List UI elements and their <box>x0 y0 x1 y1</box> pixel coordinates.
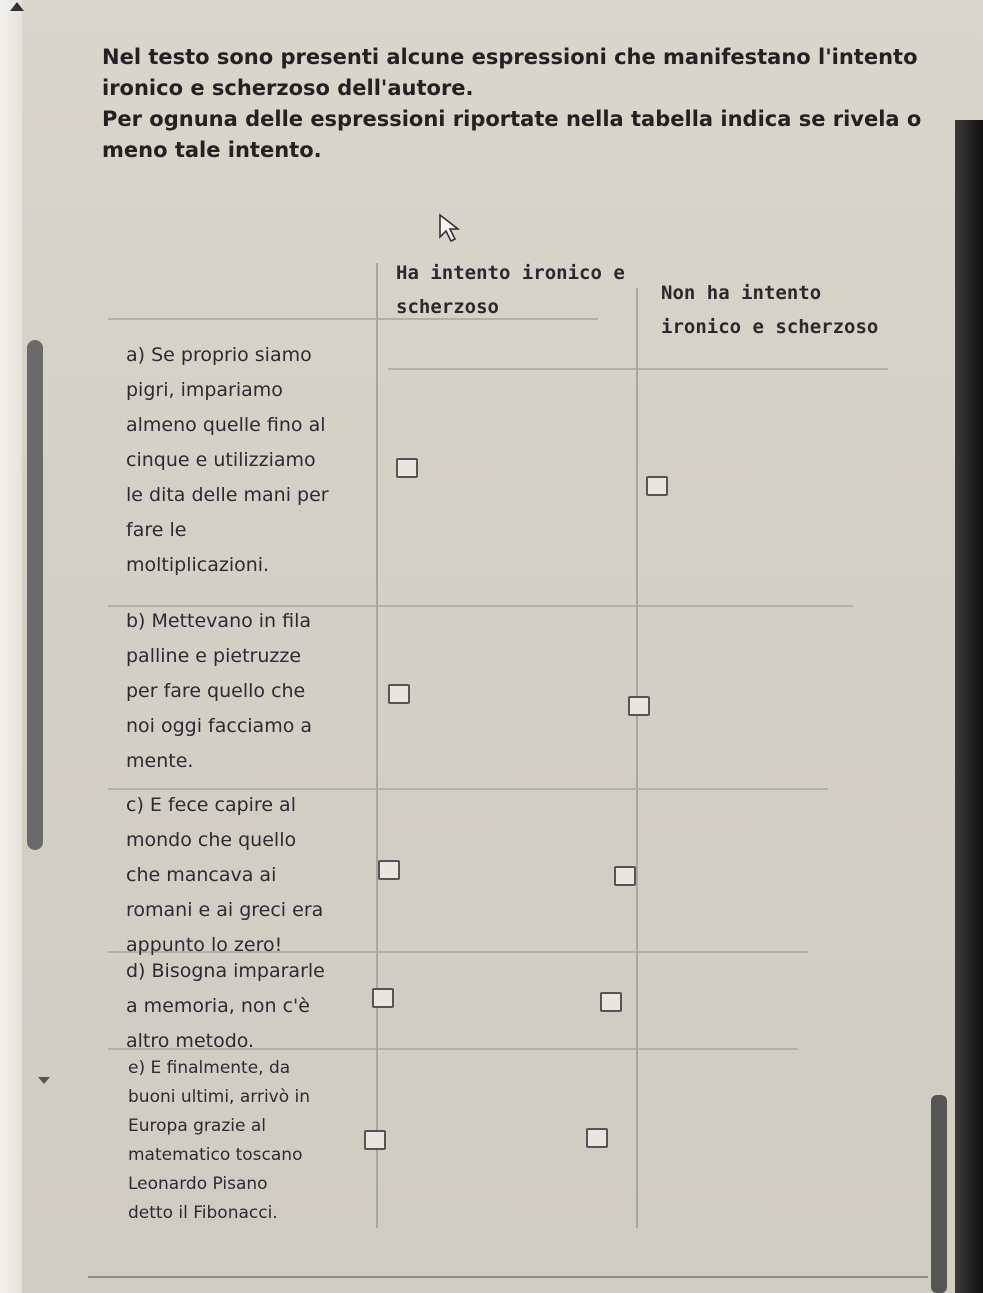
exercise-instructions <box>102 42 922 166</box>
row-a-text <box>126 338 329 583</box>
row-c-text <box>126 788 323 963</box>
scrollbar-thumb[interactable] <box>27 340 43 850</box>
row-e-not-ironic-checkbox[interactable] <box>586 1128 608 1148</box>
text-line: c) E fece capire al <box>126 794 296 816</box>
row-a-ironic-checkbox[interactable] <box>396 458 418 478</box>
row-b-not-ironic-checkbox[interactable] <box>628 696 650 716</box>
dropdown-arrow-icon <box>38 1077 50 1084</box>
column-header-not-ironic <box>661 276 931 344</box>
mouse-pointer-icon <box>438 213 464 243</box>
left-page-edge <box>0 0 22 1293</box>
right-scrollbar <box>931 1095 947 1293</box>
text-line: altro metodo. <box>126 1030 255 1052</box>
text-line: e) E finalmente, da <box>128 1058 291 1078</box>
instruction-line: Nel testo sono presenti alcune espressioni che manifestano l'intento <box>102 45 918 69</box>
instruction-line: Per ognuna delle espressioni riportate nella tabella indica se rivela o <box>102 107 922 131</box>
instruction-line: meno tale intento. <box>102 138 322 162</box>
row-d-text <box>126 954 325 1059</box>
column-header-ironic <box>396 256 636 324</box>
table-column-divider <box>376 263 378 1228</box>
row-d-not-ironic-checkbox[interactable] <box>600 992 622 1012</box>
text-line: moltiplicazioni. <box>126 554 270 576</box>
text-line: palline e pietruzze <box>126 645 302 667</box>
text-line: le dita delle mani per <box>126 484 329 506</box>
row-c-not-ironic-checkbox[interactable] <box>614 866 636 886</box>
text-line: mente. <box>126 750 194 772</box>
instruction-line: ironico e scherzoso dell'autore. <box>102 76 474 100</box>
row-a-not-ironic-checkbox[interactable] <box>646 476 668 496</box>
text-line: detto il Fibonacci. <box>128 1203 278 1223</box>
text-line: matematico toscano <box>128 1145 303 1165</box>
text-line: b) Mettevano in fila <box>126 610 312 632</box>
scroll-up-arrow-icon <box>10 2 24 11</box>
text-line: buoni ultimi, arrivò in <box>128 1087 311 1107</box>
text-line: cinque e utilizziamo <box>126 449 316 471</box>
text-line: Leonardo Pisano <box>128 1174 268 1194</box>
header-line: scherzoso <box>396 296 499 318</box>
text-line: che mancava ai <box>126 864 277 886</box>
right-page-edge <box>955 120 983 1293</box>
row-b-ironic-checkbox[interactable] <box>388 684 410 704</box>
text-line: noi oggi facciamo a <box>126 715 313 737</box>
header-line: ironico e scherzoso <box>661 316 879 338</box>
row-e-text <box>128 1054 310 1228</box>
text-line: almeno quelle fino al <box>126 414 326 436</box>
text-line: romani e ai greci era <box>126 899 324 921</box>
text-line: appunto lo zero! <box>126 934 283 956</box>
text-line: Europa grazie al <box>128 1116 266 1136</box>
header-line: Ha intento ironico e <box>396 262 625 284</box>
text-line: d) Bisogna impararle <box>126 960 325 982</box>
row-e-ironic-checkbox[interactable] <box>364 1130 386 1150</box>
text-line: a memoria, non c'è <box>126 995 310 1017</box>
text-line: mondo che quello <box>126 829 297 851</box>
text-line: pigri, impariamo <box>126 379 283 401</box>
table-column-divider <box>636 288 638 1228</box>
header-line: Non ha intento <box>661 282 822 304</box>
table-rule <box>108 318 598 320</box>
text-line: per fare quello che <box>126 680 306 702</box>
text-line: fare le <box>126 519 187 541</box>
worksheet-page <box>88 18 928 1278</box>
row-d-ironic-checkbox[interactable] <box>372 988 394 1008</box>
table-rule <box>388 368 888 370</box>
row-c-ironic-checkbox[interactable] <box>378 860 400 880</box>
text-line: a) Se proprio siamo <box>126 344 312 366</box>
row-b-text <box>126 604 312 779</box>
